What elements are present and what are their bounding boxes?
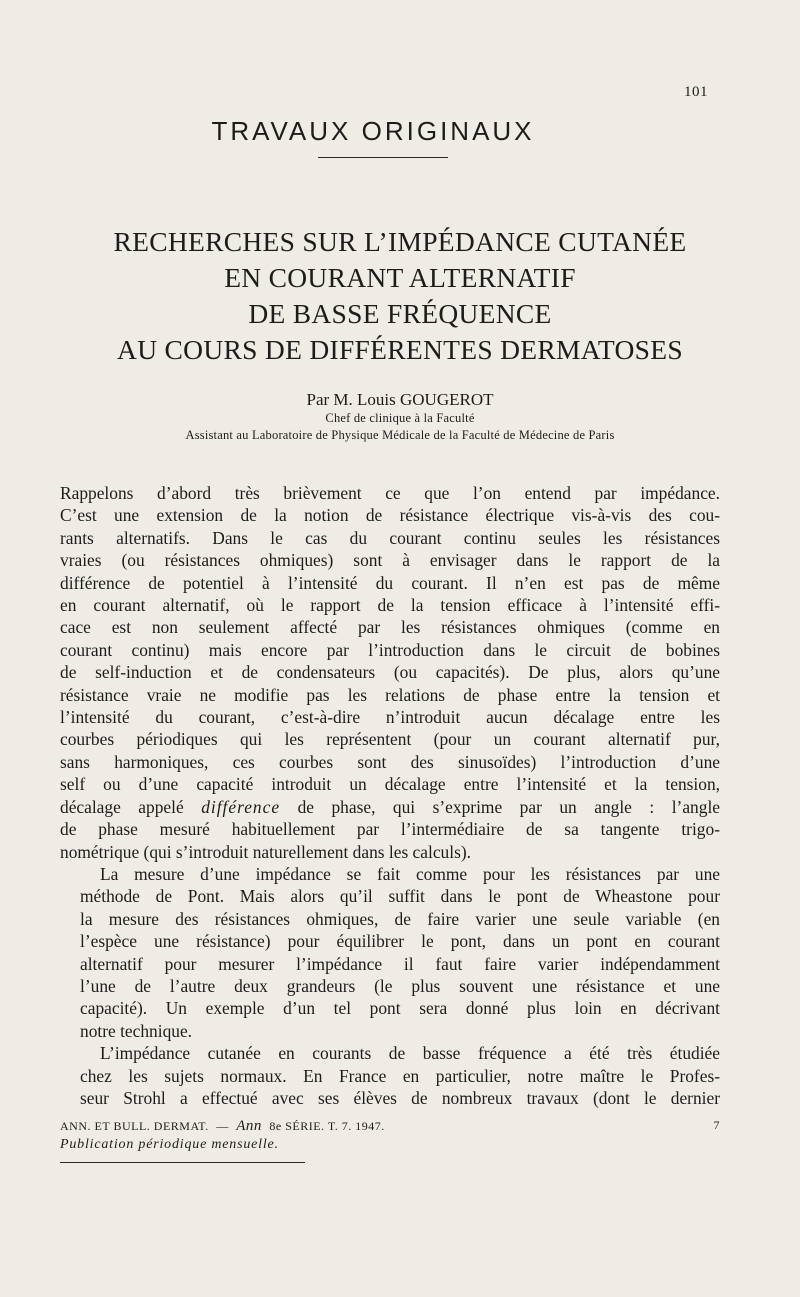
text-line: courbes périodiques qui les représentent (pour un courant alternatif pur, <box>60 729 720 750</box>
text-line: alternatif pour mesurer l’impédance il faut faire varier indépendamment <box>80 953 720 974</box>
heading-rule <box>318 157 448 158</box>
text-line: différence de potentiel à l’intensité du courant. Il n’en est pas de même <box>60 572 720 593</box>
text-line: résistance vraie ne modifie pas les relations de phase entre la tension et <box>60 684 720 705</box>
text-line <box>60 796 720 818</box>
text-fragment: de phase, qui s’exprime par un angle : l’angle <box>280 796 720 817</box>
text-line: la mesure des résistances ohmiques, de faire varier une seule variable (en <box>80 908 720 929</box>
title-line: RECHERCHES SUR L’IMPÉDANCE CUTANÉE <box>113 226 687 257</box>
article-body <box>60 482 720 1109</box>
text-fragment: décalage appelé <box>60 796 202 817</box>
page-footer <box>60 1118 720 1153</box>
author: Par M. Louis GOUGEROT <box>306 390 494 409</box>
sheet-number: 7 <box>713 1118 720 1132</box>
text-line: L’impédance cutanée en courants de basse fréquence a été très étudiée <box>100 1043 720 1064</box>
emphasis-differance: différence <box>201 796 281 817</box>
text-line: sans harmoniques, ces courbes sont des sinusoïdes) l’introduction d’une <box>60 751 720 772</box>
title-line: EN COURANT ALTERNATIF <box>224 262 576 293</box>
journal-abbrev: ANN. ET BULL. DERMAT. <box>60 1119 209 1133</box>
text-line: C’est une extension de la notion de résistance électrique vis-à-vis des cou- <box>60 505 720 526</box>
section-heading: TRAVAUX ORIGINAUX <box>211 116 535 146</box>
text-line: vraies (ou résistances ohmiques) sont à envisager dans le rapport de la <box>60 550 720 571</box>
article-title <box>40 224 760 368</box>
publication-note: Publication périodique mensuelle. <box>60 1137 279 1152</box>
text-line: l’une de l’autre deux grandeurs (le plus souvent une résistance et une <box>80 975 720 996</box>
text-line: Rappelons d’abord très brièvement ce que l’on entend par impédance. <box>60 483 720 503</box>
text-line: l’espèce une résistance) pour équilibrer le pont, dans un pont en courant <box>80 931 720 952</box>
text-line: l’intensité du courant, c’est-à-dire n’introduit aucun décalage entre les <box>60 707 720 728</box>
paragraph-2 <box>60 863 720 1042</box>
page-number: 101 <box>684 84 708 100</box>
journal-citation <box>60 1118 389 1135</box>
text-line: de self-induction et de condensateurs (ou capacités). De plus, alors qu’une <box>60 662 720 683</box>
affiliation: Assistant au Laboratoire de Physique Médicale de la Faculté de Médecine de Paris <box>185 428 615 442</box>
byline <box>0 390 800 444</box>
text-line: chez les sujets normaux. En France en particulier, notre maître le Profes- <box>80 1065 720 1086</box>
text-line: self ou d’une capacité introduit un décalage entre l’intensité et la tension, <box>60 774 720 795</box>
text-line: méthode de Pont. Mais alors qu’il suffit dans le pont de Wheastone pour <box>80 886 720 907</box>
text-line: nométrique (qui s’introduit naturellement dans les calculs). <box>60 841 471 862</box>
title-line: AU COURS DE DIFFÉRENTES DERMATOSES <box>117 334 683 365</box>
text-line: capacité). Un exemple d’un tel pont sera donné plus loin en décrivant <box>80 998 720 1019</box>
affiliation: Chef de clinique à la Faculté <box>325 411 475 425</box>
text-line: rants alternatifs. Dans le cas du courant continu seules les résistances <box>60 527 720 548</box>
text-line: courant continu) mais encore par l’introduction dans le circuit de bobines <box>60 639 720 660</box>
title-line: DE BASSE FRÉQUENCE <box>248 298 552 329</box>
text-line: de phase mesuré habituellement par l’intermédiaire de sa tangente trigo- <box>60 819 720 840</box>
ann-label: Ann <box>236 1118 262 1134</box>
text-line: cace est non seulement affecté par les résistances ohmiques (comme en <box>60 617 720 638</box>
text-line: en courant alternatif, où le rapport de la tension efficace à l’intensité effi- <box>60 595 720 616</box>
paragraph-3 <box>60 1042 720 1109</box>
text-line: seur Strohl a effectué avec ses élèves de nombreux travaux (dont le dernier <box>80 1087 720 1108</box>
series-info: 8e SÉRIE. T. 7. 1947. <box>269 1119 385 1133</box>
citation-dash: — <box>216 1119 229 1133</box>
text-line: La mesure d’une impédance se fait comme pour les résistances par une <box>100 863 720 884</box>
footer-rule <box>60 1162 305 1163</box>
paragraph-1 <box>60 482 720 863</box>
journal-meta <box>60 1118 720 1135</box>
text-line: notre technique. <box>80 1020 193 1041</box>
